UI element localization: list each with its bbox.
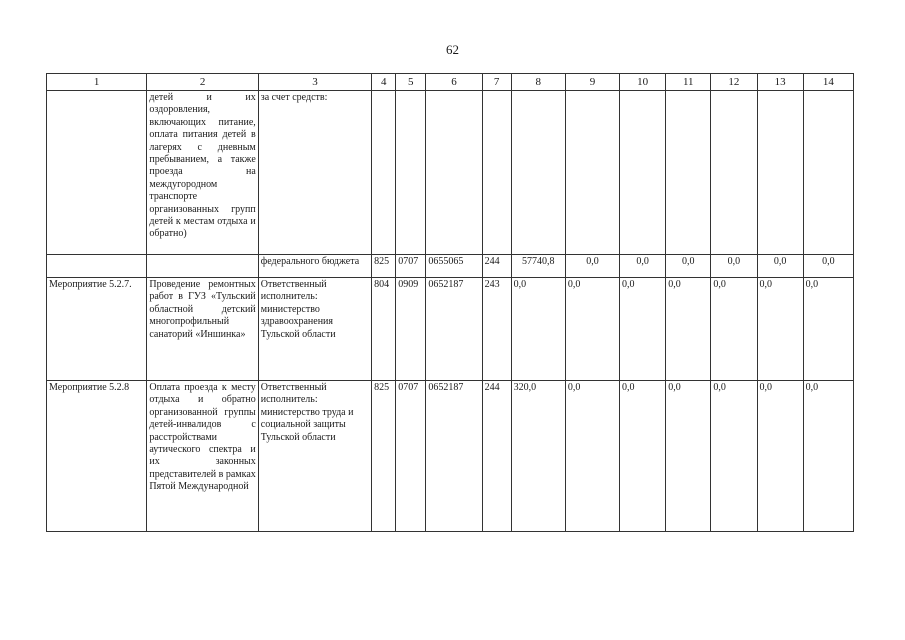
table-row [47,278,854,381]
header-cell: 8 [511,74,565,91]
value-cell: 0707 [396,255,426,278]
description-cell: Оплата проезда к месту отдыха и обратно организованной группы детей-инвалидов с расстройствами аутического спектра и их законных представителей в рамках Пятой Международной [147,381,258,532]
value-cell: 0909 [396,278,426,381]
value-cell: 825 [372,255,396,278]
value-cell: 0,0 [757,255,803,278]
value-cell: 0,0 [565,278,619,381]
value-cell: 0,0 [711,381,757,532]
value-cell: 244 [482,381,511,532]
header-cell: 9 [565,74,619,91]
value-cell: 57740,8 [511,255,565,278]
header-cell: 1 [47,74,147,91]
header-cell: 5 [396,74,426,91]
value-cell: 0,0 [803,255,853,278]
header-cell: 7 [482,74,511,91]
value-cell: 0,0 [666,381,711,532]
value-cell: 825 [372,381,396,532]
measure-cell [47,91,147,255]
value-cell: 0,0 [620,278,666,381]
value-cell: 0,0 [620,255,666,278]
value-cell: 320,0 [511,381,565,532]
value-cell: 0,0 [666,278,711,381]
header-cell: 6 [426,74,482,91]
value-cell: 0,0 [757,278,803,381]
description-cell: Проведение ремонтных работ в ГУЗ «Тульский областной детский многопрофильный санаторий «Иншинка» [147,278,258,381]
measure-cell: Мероприятие 5.2.7. [47,278,147,381]
table-row [47,255,854,278]
value-cell: 0,0 [620,381,666,532]
measure-cell: Мероприятие 5.2.8 [47,381,147,532]
executor-cell: Ответственный исполнитель: министерство здравоохранения Тульской области [258,278,371,381]
value-cell: 0652187 [426,381,482,532]
table-header-row [47,74,854,91]
header-cell: 13 [757,74,803,91]
value-cell: 0,0 [711,255,757,278]
funding-source-cell: за счет средств: [258,91,371,255]
page-number: 62 [446,42,459,57]
header-cell: 2 [147,74,258,91]
value-cell: 0,0 [711,278,757,381]
header-cell: 3 [258,74,371,91]
header-cell: 14 [803,74,853,91]
value-cell: 0,0 [565,255,619,278]
value-cell: 0,0 [666,255,711,278]
value-cell: 0,0 [565,381,619,532]
header-cell: 11 [666,74,711,91]
header-cell: 12 [711,74,757,91]
value-cell: 244 [482,255,511,278]
value-cell: 0,0 [757,381,803,532]
table-row [47,381,854,532]
header-cell: 10 [620,74,666,91]
value-cell: 804 [372,278,396,381]
description-cell: детей и их оздоровления, включающих питание, оплата питания детей в лагерях с дневным пребыванием, а также проезда на междугородном транспорте организованных групп детей к местам отдыха и обратно) [147,91,258,255]
value-cell: 0655065 [426,255,482,278]
table-row [47,91,854,255]
value-cell: 0,0 [803,381,853,532]
value-cell: 0707 [396,381,426,532]
executor-cell: Ответственный исполнитель: министерство труда и социальной защиты Тульской области [258,381,371,532]
value-cell: 243 [482,278,511,381]
value-cell: 0,0 [803,278,853,381]
header-cell: 4 [372,74,396,91]
value-cell: 0,0 [511,278,565,381]
value-cell: 0652187 [426,278,482,381]
funding-source-cell: федерального бюджета [258,255,371,278]
program-table [46,73,854,532]
